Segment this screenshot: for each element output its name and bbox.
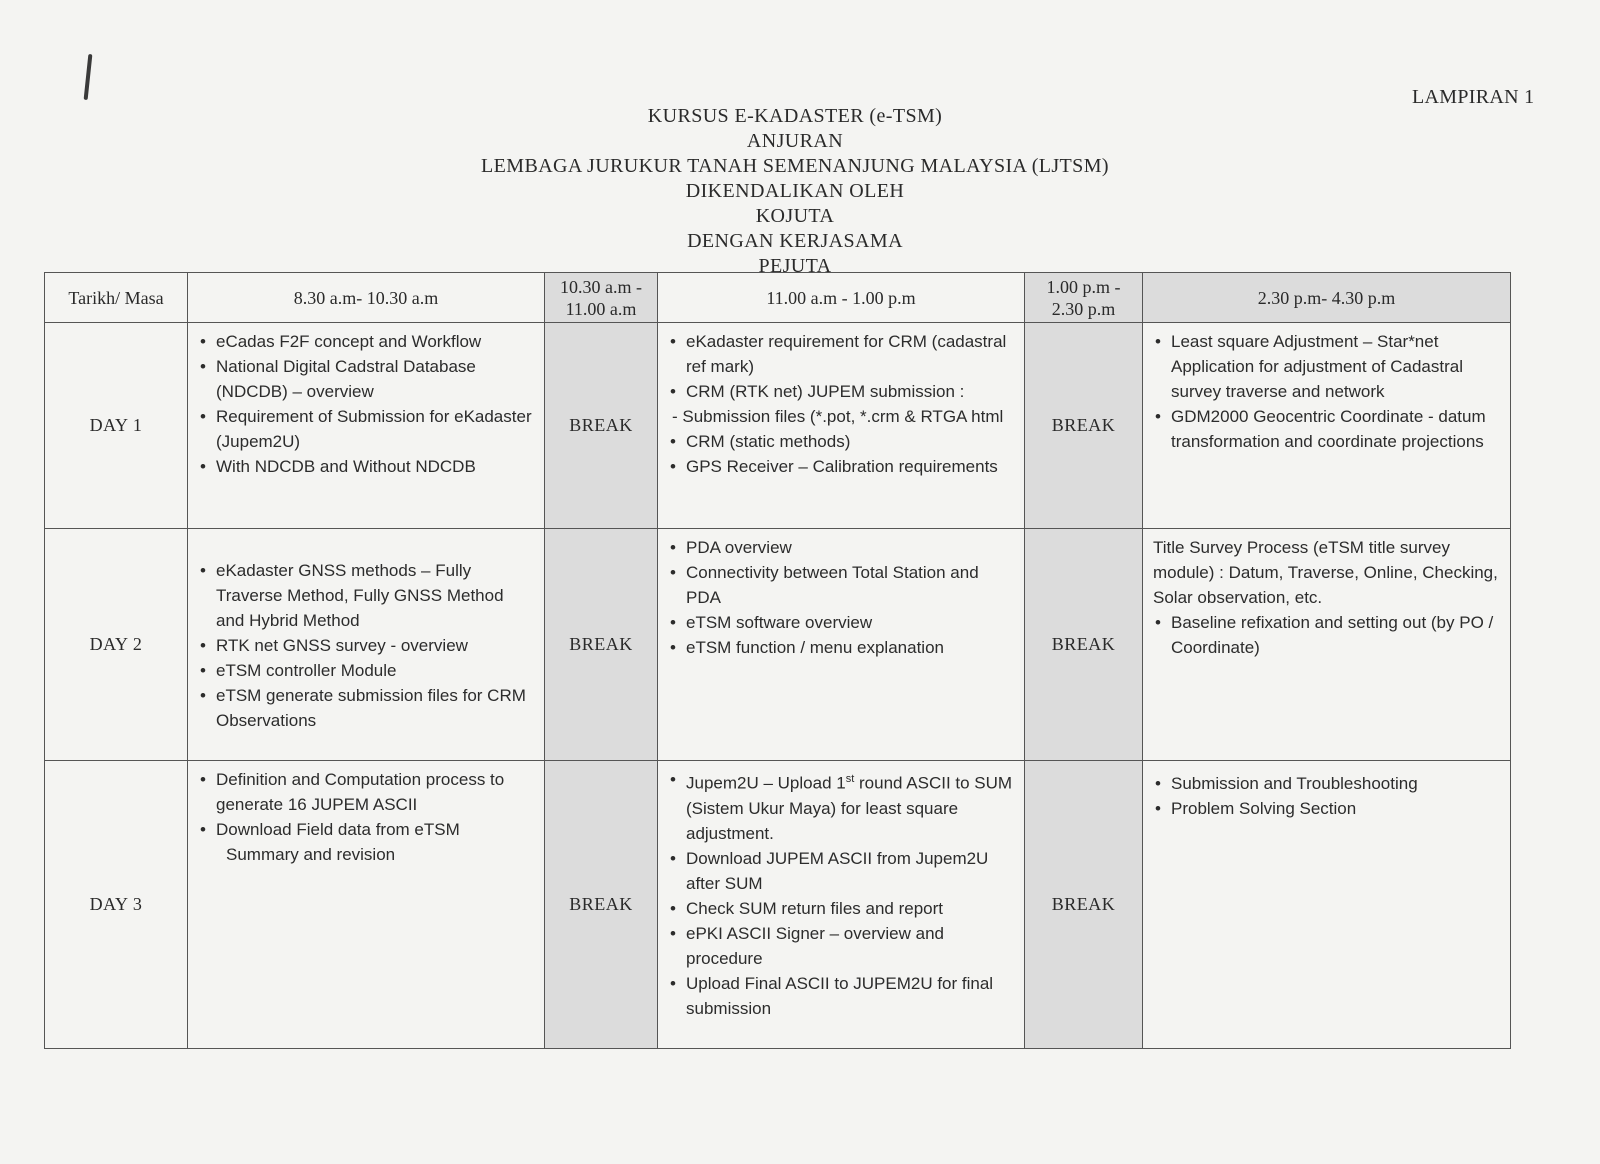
list-item: • eKadaster requirement for CRM (cadastral ref mark): [668, 329, 1016, 379]
header-row: [45, 273, 1511, 323]
list-item: • RTK net GNSS survey - overview: [198, 633, 536, 658]
header-line: KOJUTA: [755, 205, 835, 227]
table-row: [45, 761, 1511, 1049]
list-item: • National Digital Cadstral Database (NDCDB) – overview: [198, 354, 536, 404]
header-line: DENGAN KERJASAMA: [687, 230, 903, 252]
day-label: DAY 1: [45, 323, 188, 529]
session-cell: [188, 761, 545, 1049]
session-cell: [1143, 761, 1511, 1049]
schedule-table: [44, 272, 1511, 1049]
session-cell: [658, 761, 1025, 1049]
list-item: • PDA overview: [668, 535, 1016, 560]
list-item: • With NDCDB and Without NDCDB: [198, 454, 536, 479]
list-item: • Least square Adjustment – Star*net Application for adjustment of Cadastral survey traverse and network: [1153, 329, 1502, 404]
list-item: • Submission and Troubleshooting: [1153, 771, 1502, 796]
list-item: • Problem Solving Section: [1153, 796, 1502, 821]
session-intro: Title Survey Process (eTSM title survey module) : Datum, Traverse, Online, Checking, Solar observation, etc.: [1153, 538, 1498, 607]
document-header: [430, 104, 1160, 279]
list-item: • eCadas F2F concept and Workflow: [198, 329, 536, 354]
list-item: • eTSM software overview: [668, 610, 1016, 635]
pen-mark: [84, 54, 93, 100]
header-line: PEJUTA: [758, 255, 832, 277]
list-item: • ePKI ASCII Signer – overview and procedure: [668, 921, 1016, 971]
list-item: • eTSM function / menu explanation: [668, 635, 1016, 660]
col-header-slot2: 11.00 a.m - 1.00 p.m: [658, 273, 1025, 323]
session-cell: [1143, 323, 1511, 529]
list-item: - Submission files (*.pot, *.crm & RTGA html: [672, 407, 1004, 426]
header-line: KURSUS E-KADASTER (e-TSM): [647, 105, 943, 127]
session-cell: [188, 529, 545, 761]
list-item: • Connectivity between Total Station and PDA: [668, 560, 1016, 610]
list-item: • Upload Final ASCII to JUPEM2U for final submission: [668, 971, 1016, 1021]
annex-label: LAMPIRAN 1: [1412, 86, 1535, 108]
col-header-date: Tarikh/ Masa: [45, 273, 188, 323]
break-cell: BREAK: [1025, 323, 1143, 529]
list-item: • Download Field data from eTSM: [198, 817, 536, 842]
list-item: • Download JUPEM ASCII from Jupem2U after SUM: [668, 846, 1016, 896]
session-cell: [658, 529, 1025, 761]
list-item: Summary and revision: [226, 845, 396, 864]
list-item: • eTSM controller Module: [198, 658, 536, 683]
header-line: ANJURAN: [746, 130, 844, 152]
list-item: • Check SUM return files and report: [668, 896, 1016, 921]
break-cell: BREAK: [545, 323, 658, 529]
session-cell: [1143, 529, 1511, 761]
table-row: [45, 323, 1511, 529]
list-item: • Baseline refixation and setting out (by PO / Coordinate): [1153, 610, 1502, 660]
col-header-slot1: 8.30 a.m- 10.30 a.m: [188, 273, 545, 323]
break-cell: BREAK: [1025, 529, 1143, 761]
break-cell: BREAK: [545, 529, 658, 761]
list-item: • CRM (RTK net) JUPEM submission :: [668, 379, 1016, 404]
header-line: LEMBAGA JURUKUR TANAH SEMENANJUNG MALAYSIA (LJTSM): [481, 155, 1109, 177]
list-item: • eTSM generate submission files for CRM Observations: [198, 683, 536, 733]
day-label: DAY 2: [45, 529, 188, 761]
header-line: DIKENDALIKAN OLEH: [685, 180, 905, 202]
col-header-slot3: 2.30 p.m- 4.30 p.m: [1143, 273, 1511, 323]
table-row: [45, 529, 1511, 761]
list-item: • GDM2000 Geocentric Coordinate - datum transformation and coordinate projections: [1153, 404, 1502, 454]
list-item: • Requirement of Submission for eKadaster (Jupem2U): [198, 404, 536, 454]
list-item: • eKadaster GNSS methods – Fully Traverse Method, Fully GNSS Method and Hybrid Method: [198, 558, 536, 633]
col-header-break1: 10.30 a.m - 11.00 a.m: [545, 273, 658, 323]
session-cell: [658, 323, 1025, 529]
day-label: DAY 3: [45, 761, 188, 1049]
break-cell: BREAK: [1025, 761, 1143, 1049]
list-item: • CRM (static methods): [668, 429, 1016, 454]
col-header-break2: 1.00 p.m - 2.30 p.m: [1025, 273, 1143, 323]
list-item: • Jupem2U – Upload 1st round ASCII to SUM (Sistem Ukur Maya) for least square adjustment.: [668, 767, 1016, 846]
session-cell: [188, 323, 545, 529]
break-cell: BREAK: [545, 761, 658, 1049]
list-item: • Definition and Computation process to generate 16 JUPEM ASCII: [198, 767, 536, 817]
list-item: • GPS Receiver – Calibration requirements: [668, 454, 1016, 479]
